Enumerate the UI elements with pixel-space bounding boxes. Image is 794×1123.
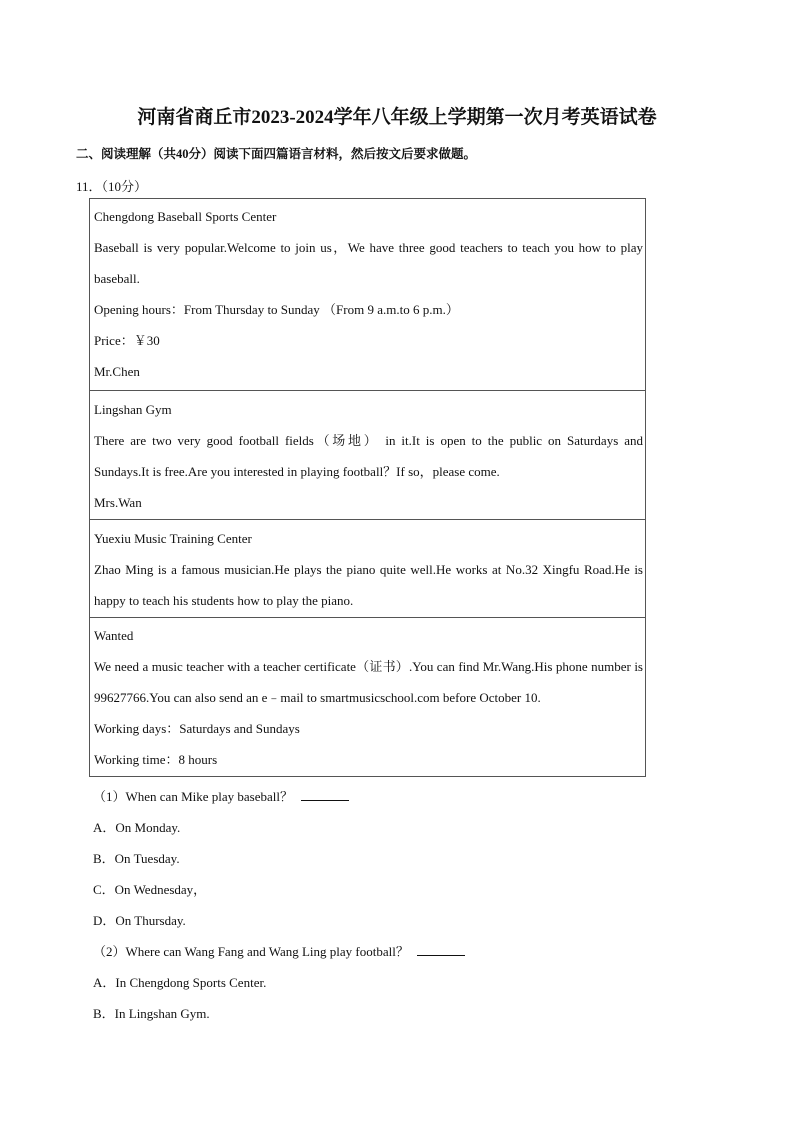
question-stem — [93, 786, 349, 805]
notice-music-center — [90, 520, 645, 618]
notice-signature: Mr.Chen — [94, 364, 140, 379]
notice-body: Baseball is very popular.Welcome to join us，We have three good teachers to teach you how to play baseball. — [94, 240, 643, 286]
option-b: B．In Lingshan Gym. — [93, 1006, 210, 1021]
notice-wanted — [90, 618, 645, 777]
option-a: A．On Monday. — [93, 820, 181, 835]
notice-lingshan-gym — [90, 391, 645, 520]
notice-working-time: Working time：8 hours — [94, 752, 218, 767]
section-heading: 二、阅读理解（共40分）阅读下面四篇语言材料，然后按文后要求做题。 — [76, 147, 477, 161]
option-c: C．On Wednesday， — [93, 882, 207, 897]
question-text: （2）Where can Wang Fang and Wang Ling play football？ — [93, 944, 409, 959]
option-d: D．On Thursday. — [93, 913, 186, 928]
notice-signature: Mrs.Wan — [94, 495, 142, 510]
answer-blank[interactable] — [301, 788, 349, 801]
option-a: A．In Chengdong Sports Center. — [93, 975, 267, 990]
question-stem — [93, 941, 465, 960]
notice-working-days: Working days：Saturdays and Sundays — [94, 721, 300, 736]
question-text: （1）When can Mike play baseball？ — [93, 789, 293, 804]
notice-title: Chengdong Baseball Sports Center — [94, 209, 277, 224]
notice-table — [89, 198, 646, 777]
notice-price: Price：￥30 — [94, 333, 160, 348]
answer-blank[interactable] — [417, 943, 465, 956]
question-number: 11．（10分） — [76, 179, 148, 194]
notice-title: Yuexiu Music Training Center — [94, 531, 252, 546]
notice-body: Zhao Ming is a famous musician.He plays the piano quite well.He works at No.32 Xingfu Road.He is happy to teach his students how to play the piano. — [94, 562, 643, 608]
notice-title: Wanted — [94, 628, 134, 643]
notice-opening-hours: Opening hours：From Thursday to Sunday （From 9 a.m.to 6 p.m.） — [94, 302, 459, 317]
option-b: B．On Tuesday. — [93, 851, 180, 866]
notice-body: There are two very good football fields（场地） in it.It is open to the public on Saturdays and Sundays.It is free.Are you interested in playing football？If so，please come. — [94, 433, 643, 479]
notice-body: We need a music teacher with a teacher certificate（证书）.You can find Mr.Wang.His phone number is 99627766.You can also send an e﹣mail to smartmusicschool.com before October 10. — [94, 659, 643, 705]
notice-baseball-center — [90, 199, 645, 391]
exam-title: 河南省商丘市2023-2024学年八年级上学期第一次月考英语试卷 — [137, 107, 657, 128]
notice-title: Lingshan Gym — [94, 402, 172, 417]
